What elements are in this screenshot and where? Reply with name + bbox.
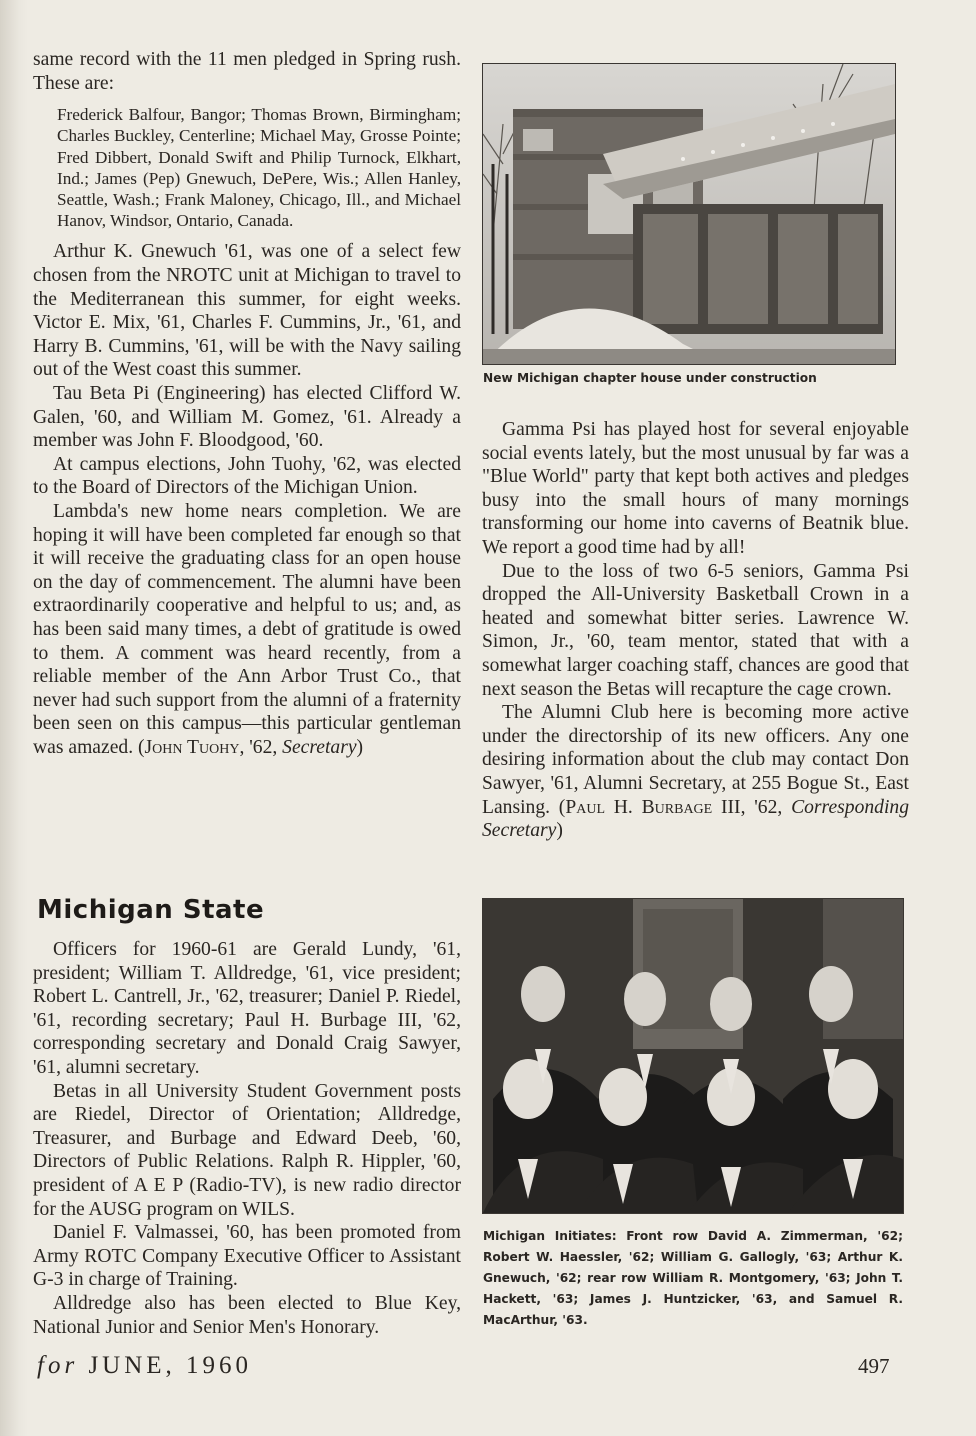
ms-para-1: Officers for 1960-61 are Gerald Lundy, '61, president; William T. Alldredge, '61, vice president; Robert L. Cantrell, Jr., '62, treasurer; Daniel P. Riedel, '61, recording secretary; Paul H. Burbage III, '62, corresponding secretary and Donald Craig Sawyer, '61, alumni secretary. [33,939,461,1078]
right-signature-year: III, '62, [712,796,792,818]
signature-title: Secretary [282,736,357,758]
left-para-6 [33,500,461,760]
construction-caption: New Michigan chapter house under construction [483,371,817,385]
ms-para-4: Alldredge also has been elected to Blue Key, National Junior and Senior Men's Honorary. [33,1292,461,1338]
page-number: 497 [858,1354,890,1378]
signature-year: , '62, [239,736,283,758]
left-para-6-text: Lambda's new home nears completion. We are hoping it will have been completed far enough so that it will receive the graduating class for an open house on the day of commencement. The alumni have been extraordinarily cooperative and helpful to us; and, as has been said many times, a debt of gratitude is owed to them. A comment was heard recently, from a reliable member of the Ann Arbor Trust Co., that never had such support from the alumni of a fraternity been seen on this campus—this particular gentleman was amazed. ( [33,500,461,758]
left-para-3: Arthur K. Gnewuch '61, was one of a select few chosen from the NROTC unit at Michigan to travel to the Mediterranean this summer, for eight weeks. Victor E. Mix, '61, Charles F. Cummins, Jr., '61, and Harry B. Cummins, '61, will be with the Navy sailing out of the West coast this summer. [33,241,461,381]
footer-issue: JUNE, 1960 [88,1352,253,1379]
right-signature-name: Paul H. Burbage [565,796,713,818]
page-binding-shadow [0,0,28,1436]
initiates-caption: Michigan Initiates: Front row David A. Zimmerman, '62; Robert W. Haessler, '62; William G. Gallogly, '63; Arthur K. Gnewuch, '62; rear row William R. Montgomery, '63; John T. Hackett, '63; James J. Huntzicker, '63, and Samuel R. MacArthur, '63. [483,1229,903,1327]
issue-footer [37,1352,252,1380]
initiates-photo [482,898,904,1214]
right-para-3-text: The Alumni Club here is becoming more active under the directorship of its new officers. Any one desiring information about the club may contact Don Sawyer, '61, Alumni Secretary, at 255 Bogue St., East Lansing. ( [482,702,909,818]
pledge-list: Frederick Balfour, Bangor; Thomas Brown, Birmingham; Charles Buckley, Centerline; Michael May, Grosse Pointe; Fred Dibbert, Donald Swift and Philip Turnock, Elkhart, Ind.; James (Pep) Gnewuch, DePere, Wis.; Allen Hanley, Seattle, Wash.; Frank Maloney, Chicago, Ill., and Michael Hanov, Windsor, Ontario, Canada. [57,105,461,231]
left-column [33,48,461,759]
right-signature-close: ) [556,820,563,842]
construction-photo [482,63,896,365]
initiates-photo-illustration [483,899,903,1213]
left-para-4: Tau Beta Pi (Engineering) has elected Clifford W. Galen, '60, and William M. Gomez, '61. Already a member was John F. Bloodgood, '60. [33,382,461,452]
left-para-5: At campus elections, John Tuohy, '62, was elected to the Board of Directors of the Michigan Union. [33,453,461,499]
construction-photo-illustration [483,64,895,364]
right-para-2: Due to the loss of two 6-5 seniors, Gamma Psi dropped the All-University Basketball Crown in a heated and somewhat bitter series. Lawrence W. Simon, Jr., '60, team mentor, stated that with a somewhat larger coaching staff, chances are good that next season the Betas will recapture the cage crown. [482,560,909,700]
michigan-state-column [33,938,461,1339]
right-column [482,418,909,843]
right-para-3 [482,701,909,843]
signature-name: John Tuohy [144,736,240,758]
ms-para-2: Betas in all University Student Government posts are Riedel, Director of Orientation; Alldredge, Treasurer, and Burbage and Edward Deeb, '60, Directors of Public Relations. Ralph R. Hippler, '60, president of A E P (Radio-TV), is new radio director for the AUSG program on WILS. [33,1080,461,1220]
section-heading: Michigan State [37,895,265,925]
left-para-1: same record with the 11 men pledged in Spring rush. These are: [33,49,461,94]
signature-close: ) [356,736,364,758]
right-signature-title: Corresponding Secretary [482,796,909,842]
ms-para-3: Daniel F. Valmassei, '60, has been promoted from Army ROTC Company Executive Officer to Assistant G-3 in charge of Training. [33,1222,461,1291]
footer-for: for [37,1352,79,1379]
right-para-1: Gamma Psi has played host for several enjoyable social events lately, but the most unusual by far was a "Blue World" party that kept both actives and pledges busy into the small hours of many mornings transforming our home into caverns of Beatnik blue. We report a good time had by all! [482,419,909,558]
